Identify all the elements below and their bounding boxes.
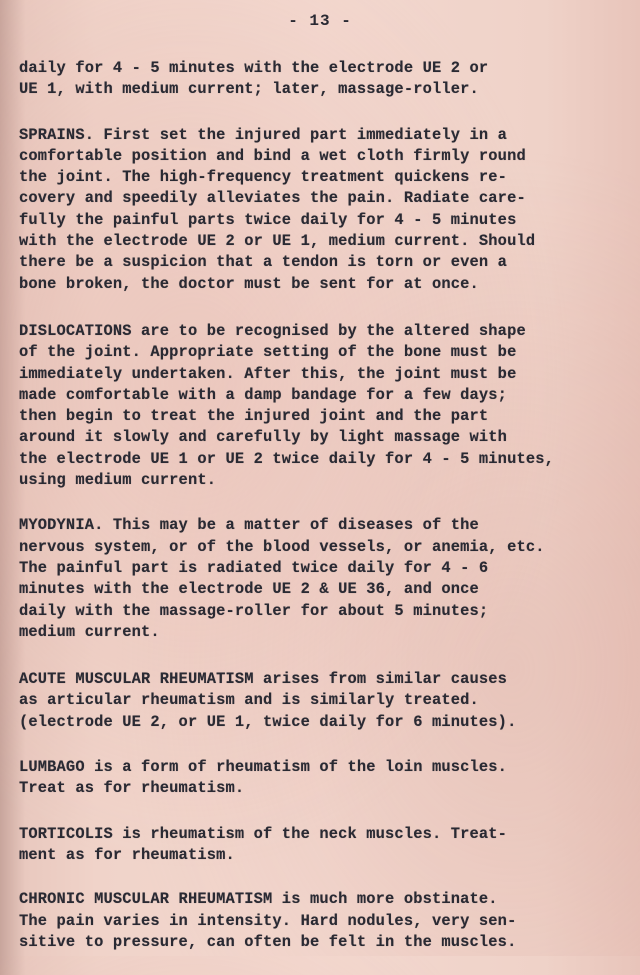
text-line: immediately undertaken. After this, the joint must be (19, 364, 517, 383)
paragraph-chronic-muscular-rheumatism (19, 889, 629, 953)
text-line: made comfortable with a damp bandage for a few days; (19, 385, 508, 404)
paragraph-torticolis (19, 824, 629, 867)
text-line: daily with the massage-roller for about 5 minutes; (19, 601, 489, 620)
text-line: bone broken, the doctor must be sent for at once. (19, 274, 479, 293)
text-line: daily for 4 - 5 minutes with the electrode UE 2 or (19, 59, 489, 77)
paragraph-sprains (19, 125, 629, 295)
text-line: fully the painful parts twice daily for 4 - 5 minutes (19, 210, 517, 229)
text-line: ment as for rheumatism. (19, 845, 235, 864)
text-line: the joint. The high-frequency treatment quickens re- (19, 168, 508, 187)
paragraph-dislocations (19, 321, 629, 491)
text-line: MYODYNIA. This may be a matter of diseases of the (19, 516, 479, 535)
text-line: of the joint. Appropriate setting of the bone must be (19, 343, 517, 362)
text-line: medium current. (19, 622, 160, 641)
text-line: using medium current. (19, 471, 217, 490)
text-line: then begin to treat the injured joint and the part (19, 407, 489, 426)
paragraph-continuation (19, 58, 629, 101)
text-line: sitive to pressure, can often be felt in the muscles. (19, 932, 517, 951)
text-line: comfortable position and bind a wet cloth firmly round (19, 146, 526, 165)
text-line: as articular rheumatism and is similarly treated. (19, 691, 479, 710)
paragraph-myodynia (19, 515, 629, 643)
text-line: TORTICOLIS is rheumatism of the neck muscles. Treat- (19, 824, 508, 843)
text-line: Treat as for rheumatism. (19, 779, 245, 798)
text-line: (electrode UE 2, or UE 1, twice daily for 6 minutes). (19, 712, 517, 731)
page-number: - 13 - (288, 12, 352, 30)
text-line: DISLOCATIONS are to be recognised by the altered shape (19, 321, 526, 340)
text-line: SPRAINS. First set the injured part immediately in a (19, 125, 508, 144)
text-line: The pain varies in intensity. Hard nodules, very sen- (19, 911, 517, 930)
paragraph-acute-muscular-rheumatism (19, 669, 629, 733)
text-line: there be a suspicion that a tendon is torn or even a (19, 253, 508, 272)
text-line: The painful part is radiated twice daily for 4 - 6 (19, 558, 489, 577)
text-line: with the electrode UE 2 or UE 1, medium current. Should (19, 232, 536, 251)
text-line: minutes with the electrode UE 2 & UE 36, and once (19, 580, 479, 599)
page-body (19, 58, 629, 975)
text-line: CHRONIC MUSCULAR RHEUMATISM is much more obstinate. (19, 890, 498, 909)
text-line: LUMBAGO is a form of rheumatism of the loin muscles. (19, 758, 508, 777)
paragraph-lumbago (19, 757, 629, 800)
text-line: ACUTE MUSCULAR RHEUMATISM arises from similar causes (19, 670, 508, 689)
text-line: UE 1, with medium current; later, massage-roller. (19, 80, 479, 99)
text-line: the electrode UE 1 or UE 2 twice daily for 4 - 5 minutes, (19, 449, 554, 468)
text-line: around it slowly and carefully by light massage with (19, 428, 508, 447)
text-line: covery and speedily alleviates the pain. Radiate care- (19, 189, 526, 208)
text-line: nervous system, or of the blood vessels, or anemia, etc. (19, 537, 545, 556)
